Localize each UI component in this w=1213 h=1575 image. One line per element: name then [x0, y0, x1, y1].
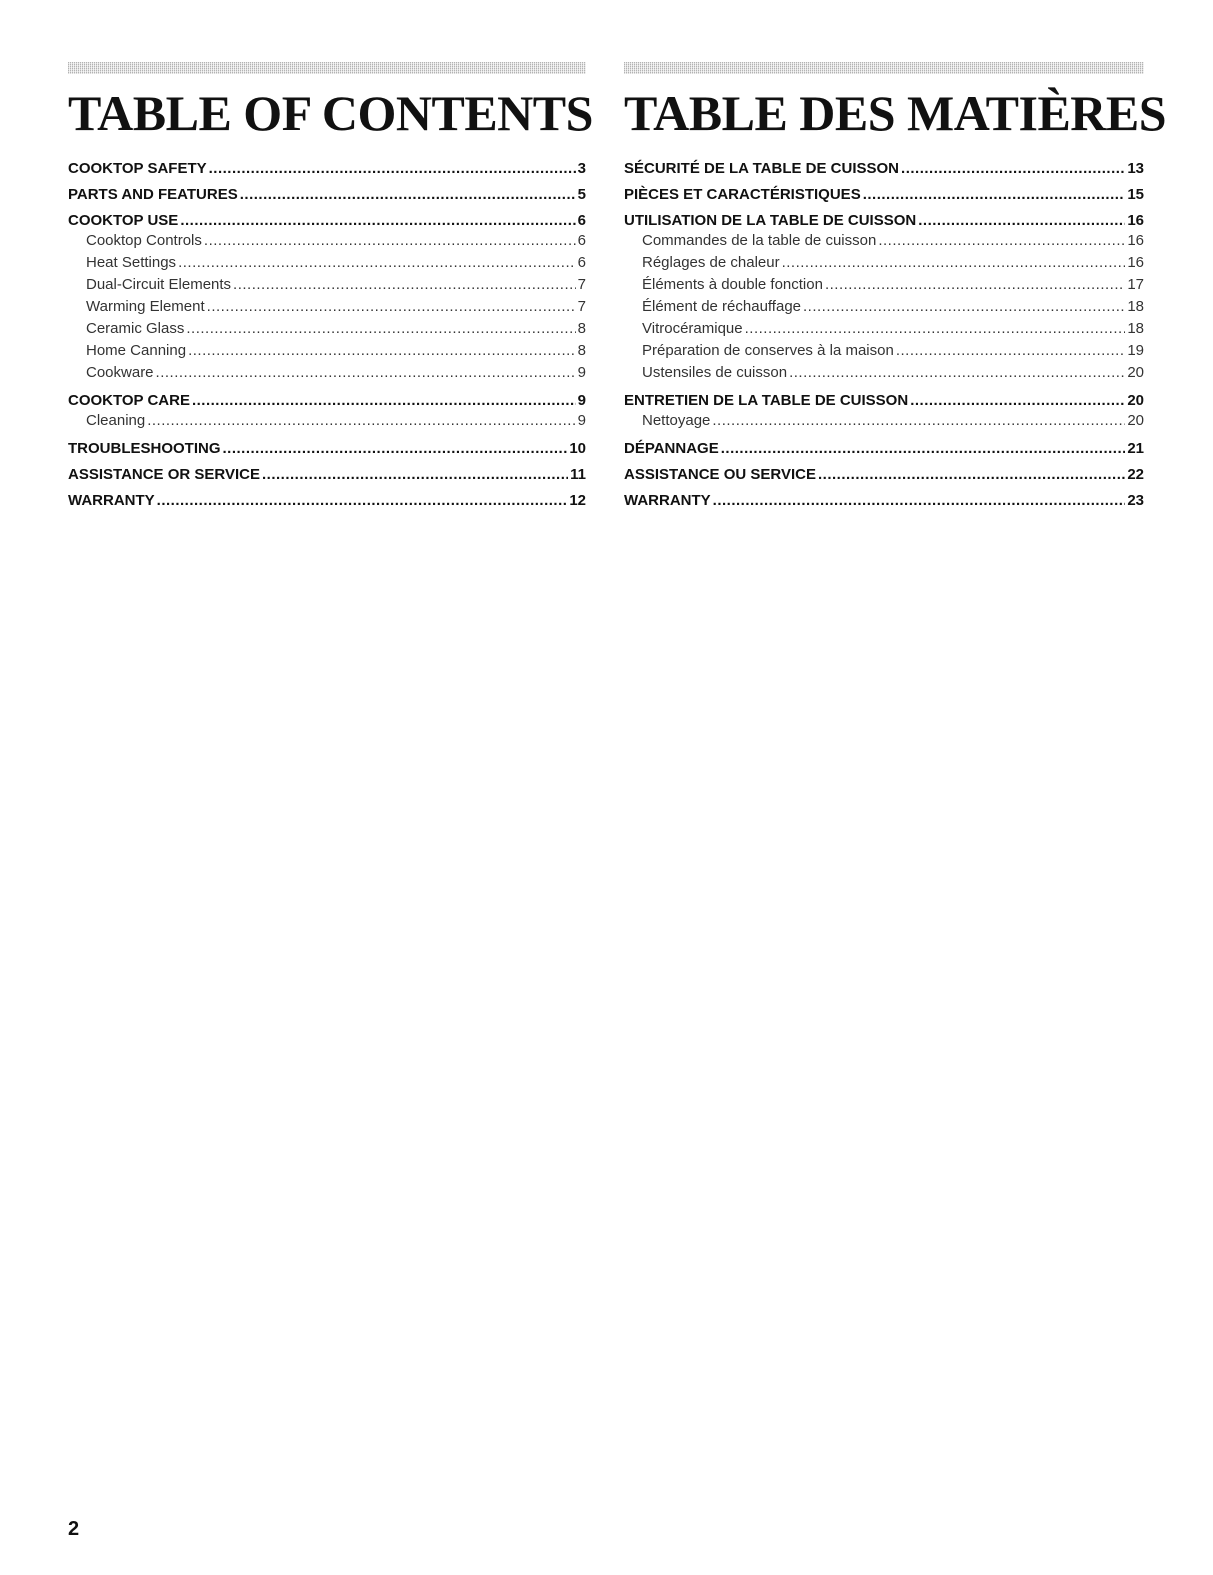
toc-title-english: TABLE OF CONTENTS — [68, 85, 593, 141]
toc-entry-label: Heat Settings — [86, 254, 177, 271]
toc-title-french: TABLE DES MATIÈRES — [624, 85, 1167, 141]
toc-entry-page-number: 7 — [577, 298, 586, 315]
dot-leader — [186, 320, 575, 337]
toc-entry-page-number: 16 — [1127, 232, 1144, 249]
toc-entry-page-number: 9 — [577, 392, 586, 409]
toc-entry-label: TROUBLESHOOTING — [68, 440, 221, 457]
toc-entry-label: Cleaning — [86, 412, 146, 429]
toc-section-entry[interactable] — [68, 466, 586, 486]
toc-entry-page-number: 16 — [1127, 212, 1144, 229]
toc-entry-page-number: 23 — [1127, 492, 1144, 509]
toc-entry-label: ENTRETIEN DE LA TABLE DE CUISSON — [624, 392, 909, 409]
dot-leader — [789, 364, 1125, 381]
toc-entry-label: WARRANTY — [624, 492, 711, 509]
dot-leader — [896, 342, 1126, 359]
toc-entry-page-number: 20 — [1127, 364, 1144, 381]
toc-subsection-entry[interactable] — [624, 342, 1144, 364]
dot-leader — [803, 298, 1125, 315]
toc-subsection-entry[interactable] — [68, 412, 586, 434]
toc-section-entry[interactable] — [624, 492, 1144, 512]
toc-entry-label: PARTS AND FEATURES — [68, 186, 238, 203]
dot-leader — [713, 492, 1126, 509]
toc-section-entry[interactable] — [624, 160, 1144, 180]
toc-entry-label: Ustensiles de cuisson — [642, 364, 788, 381]
toc-entry-label: UTILISATION DE LA TABLE DE CUISSON — [624, 212, 917, 229]
toc-list-english — [68, 160, 586, 512]
dot-leader — [207, 298, 576, 315]
toc-entry-label: Cooktop Controls — [86, 232, 202, 249]
toc-section-entry[interactable] — [68, 440, 586, 460]
toc-entry-page-number: 6 — [577, 232, 586, 249]
toc-list-french — [624, 160, 1144, 512]
toc-entry-label: Home Canning — [86, 342, 187, 359]
toc-entry-page-number: 10 — [569, 440, 586, 457]
toc-entry-label: ASSISTANCE OR SERVICE — [68, 466, 260, 483]
toc-entry-page-number: 7 — [577, 276, 586, 293]
toc-entry-page-number: 19 — [1127, 342, 1144, 359]
toc-entry-page-number: 16 — [1127, 254, 1144, 271]
toc-entry-label: DÉPANNAGE — [624, 440, 719, 457]
toc-entry-page-number: 20 — [1127, 392, 1144, 409]
toc-subsection-entry[interactable] — [624, 320, 1144, 342]
page-number: 2 — [68, 1518, 80, 1540]
toc-entry-label: Réglages de chaleur — [642, 254, 780, 271]
dot-leader — [918, 212, 1125, 229]
toc-entry-label: Nettoyage — [642, 412, 711, 429]
toc-entry-page-number: 3 — [577, 160, 586, 177]
dot-leader — [712, 412, 1125, 429]
dot-leader — [156, 364, 576, 381]
toc-entry-page-number: 9 — [577, 412, 586, 429]
toc-subsection-entry[interactable] — [624, 276, 1144, 298]
dot-leader — [901, 160, 1125, 177]
toc-entry-page-number: 12 — [569, 492, 586, 509]
dot-leader — [878, 232, 1125, 249]
toc-subsection-entry[interactable] — [624, 232, 1144, 254]
french-toc-column — [624, 62, 1167, 512]
header-rule — [68, 62, 586, 74]
toc-entry-label: Warming Element — [86, 298, 205, 315]
dot-leader — [192, 392, 576, 409]
toc-subsection-entry[interactable] — [68, 342, 586, 364]
toc-entry-label: Dual-Circuit Elements — [86, 276, 232, 293]
toc-entry-page-number: 11 — [570, 466, 586, 483]
toc-entry-page-number: 20 — [1127, 412, 1144, 429]
toc-subsection-entry[interactable] — [68, 320, 586, 342]
toc-entry-label: SÉCURITÉ DE LA TABLE DE CUISSON — [624, 160, 900, 177]
toc-section-entry[interactable] — [624, 186, 1144, 206]
toc-entry-label: WARRANTY — [68, 492, 155, 509]
dot-leader — [863, 186, 1126, 203]
toc-section-entry[interactable] — [68, 492, 586, 512]
toc-entry-label: COOKTOP SAFETY — [68, 160, 207, 177]
toc-entry-page-number: 5 — [577, 186, 586, 203]
dot-leader — [782, 254, 1126, 271]
toc-entry-label: Vitrocéramique — [642, 320, 743, 337]
toc-entry-label: Élément de réchauffage — [642, 298, 802, 315]
toc-entry-label: PIÈCES ET CARACTÉRISTIQUES — [624, 186, 861, 203]
dot-leader — [188, 342, 576, 359]
toc-section-entry[interactable] — [624, 212, 1144, 232]
toc-entry-page-number: 18 — [1127, 320, 1144, 337]
dot-leader — [223, 440, 568, 457]
dot-leader — [240, 186, 576, 203]
dot-leader — [745, 320, 1126, 337]
dot-leader — [180, 212, 575, 229]
english-toc-column — [68, 62, 593, 512]
toc-entry-page-number: 18 — [1127, 298, 1144, 315]
toc-entry-page-number: 15 — [1127, 186, 1144, 203]
toc-entry-page-number: 6 — [577, 212, 586, 229]
dot-leader — [209, 160, 576, 177]
toc-entry-page-number: 8 — [577, 320, 586, 337]
toc-entry-page-number: 17 — [1127, 276, 1144, 293]
dot-leader — [157, 492, 568, 509]
toc-entry-label: Ceramic Glass — [86, 320, 185, 337]
toc-entry-label: Éléments à double fonction — [642, 276, 823, 293]
dot-leader — [262, 466, 568, 483]
toc-entry-page-number: 6 — [577, 254, 586, 271]
toc-subsection-entry[interactable] — [68, 298, 586, 320]
toc-entry-label: Cookware — [86, 364, 154, 381]
toc-entry-page-number: 13 — [1127, 160, 1144, 177]
toc-section-entry[interactable] — [68, 186, 586, 206]
dot-leader — [204, 232, 576, 249]
toc-subsection-entry[interactable] — [68, 254, 586, 276]
toc-subsection-entry[interactable] — [68, 364, 586, 386]
toc-subsection-entry[interactable] — [624, 254, 1144, 276]
toc-entry-label: COOKTOP CARE — [68, 392, 190, 409]
toc-section-entry[interactable] — [624, 392, 1144, 412]
dot-leader — [178, 254, 576, 271]
toc-entry-page-number: 8 — [577, 342, 586, 359]
toc-entry-page-number: 21 — [1127, 440, 1144, 457]
toc-subsection-entry[interactable] — [68, 276, 586, 298]
toc-section-entry[interactable] — [68, 392, 586, 412]
dot-leader — [233, 276, 576, 293]
dot-leader — [721, 440, 1126, 457]
toc-section-entry[interactable] — [624, 440, 1144, 460]
toc-subsection-entry[interactable] — [624, 364, 1144, 386]
toc-entry-label: ASSISTANCE OU SERVICE — [624, 466, 816, 483]
dot-leader — [910, 392, 1125, 409]
toc-entry-label: Commandes de la table de cuisson — [642, 232, 877, 249]
toc-entry-label: Préparation de conserves à la maison — [642, 342, 894, 359]
toc-subsection-entry[interactable] — [68, 232, 586, 254]
toc-subsection-entry[interactable] — [624, 298, 1144, 320]
toc-section-entry[interactable] — [624, 466, 1144, 486]
dot-leader — [818, 466, 1125, 483]
header-rule — [624, 62, 1144, 74]
toc-subsection-entry[interactable] — [624, 412, 1144, 434]
toc-entry-label: COOKTOP USE — [68, 212, 179, 229]
toc-entry-page-number: 9 — [577, 364, 586, 381]
dot-leader — [825, 276, 1125, 293]
toc-section-entry[interactable] — [68, 212, 586, 232]
toc-entry-page-number: 22 — [1127, 466, 1144, 483]
dot-leader — [147, 412, 575, 429]
toc-section-entry[interactable] — [68, 160, 586, 180]
